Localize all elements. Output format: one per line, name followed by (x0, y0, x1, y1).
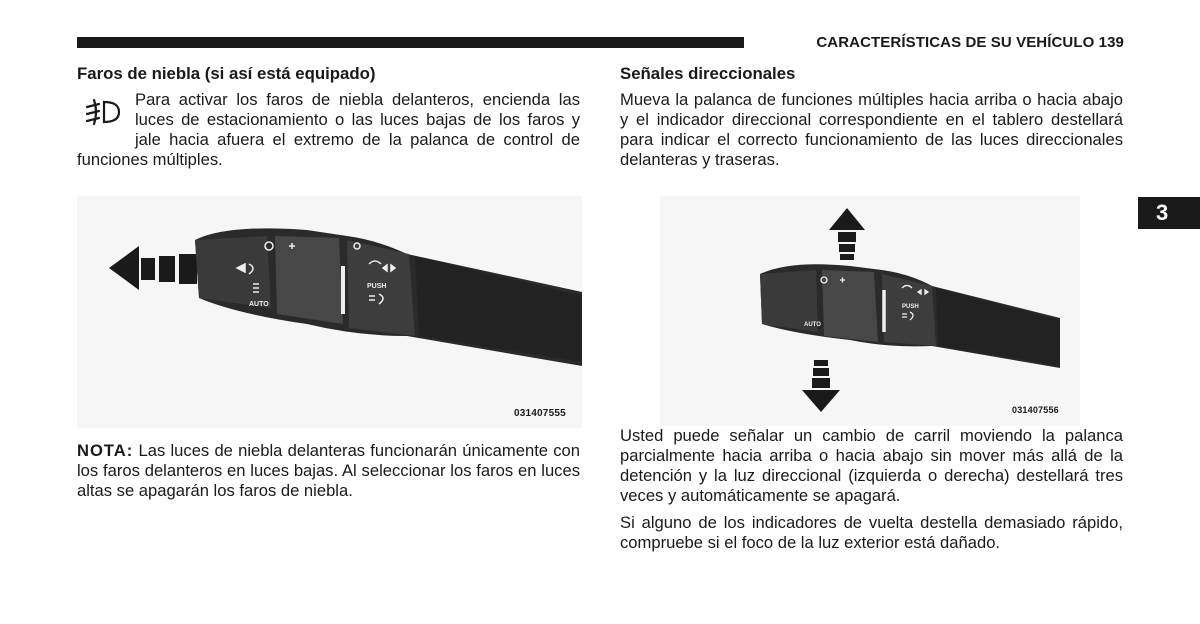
fog-lights-heading: Faros de niebla (si así está equipado) (77, 64, 376, 83)
right-bottom-text (620, 426, 1123, 560)
turn-signals-heading: Señales direccionales (620, 64, 796, 83)
figure-id-right: 031407556 (1012, 405, 1059, 415)
lane-change-paragraph: Usted puede señalar un cambio de carril moviendo la palanca parcialmente hacia arriba o hacia abajo sin mover más allá de la detención y la luz direccional (izquierda o derecha) destellará tres veces y automáticamente se apagará. (620, 426, 1123, 505)
note-text: Las luces de niebla delanteras funcionarán únicamente con los faros delanteros en luces bajas. Al seleccionar los faros en luces altas se apagarán los faros de niebla. (77, 441, 580, 500)
auto-label: AUTO (249, 301, 269, 308)
note-block (77, 441, 580, 501)
auto-label-right: AUTO (804, 322, 821, 328)
fog-lights-paragraph: Para activar los faros de niebla delanteros, encienda las luces de estacionamiento o las luces bajas de los faros y jale hacia afuera el extremo de la palanca de control de funciones múltiples. (77, 90, 580, 169)
running-head: CARACTERÍSTICAS DE SU VEHÍCULO 139 (816, 34, 1124, 51)
turn-lever-figure (620, 196, 1125, 426)
push-label-right: PUSH (902, 304, 919, 310)
note-label: NOTA: (77, 441, 134, 460)
bulb-check-paragraph: Si alguno de los indicadores de vuelta destella demasiado rápido, compruebe si el foco de la luz exterior está dañado. (620, 513, 1123, 552)
chapter-tab: 3 (1138, 197, 1200, 229)
fog-lever-illustration (77, 196, 582, 428)
figure-id: 031407555 (514, 408, 566, 419)
left-column (77, 64, 580, 170)
right-column (620, 64, 1123, 170)
header-rule (77, 37, 744, 48)
fog-light-icon (77, 94, 135, 134)
fog-lights-paragraph-block (77, 90, 580, 170)
fog-lever-figure (77, 196, 582, 428)
push-label: PUSH (367, 283, 387, 290)
turn-signals-paragraph: Mueva la palanca de funciones múltiples hacia arriba o hacia abajo y el indicador direccional correspondiente en el tablero destellará para indicar el correcto funcionamiento de las luces direccionales delanteras y traseras. (620, 90, 1123, 169)
turn-lever-illustration (620, 196, 1125, 426)
